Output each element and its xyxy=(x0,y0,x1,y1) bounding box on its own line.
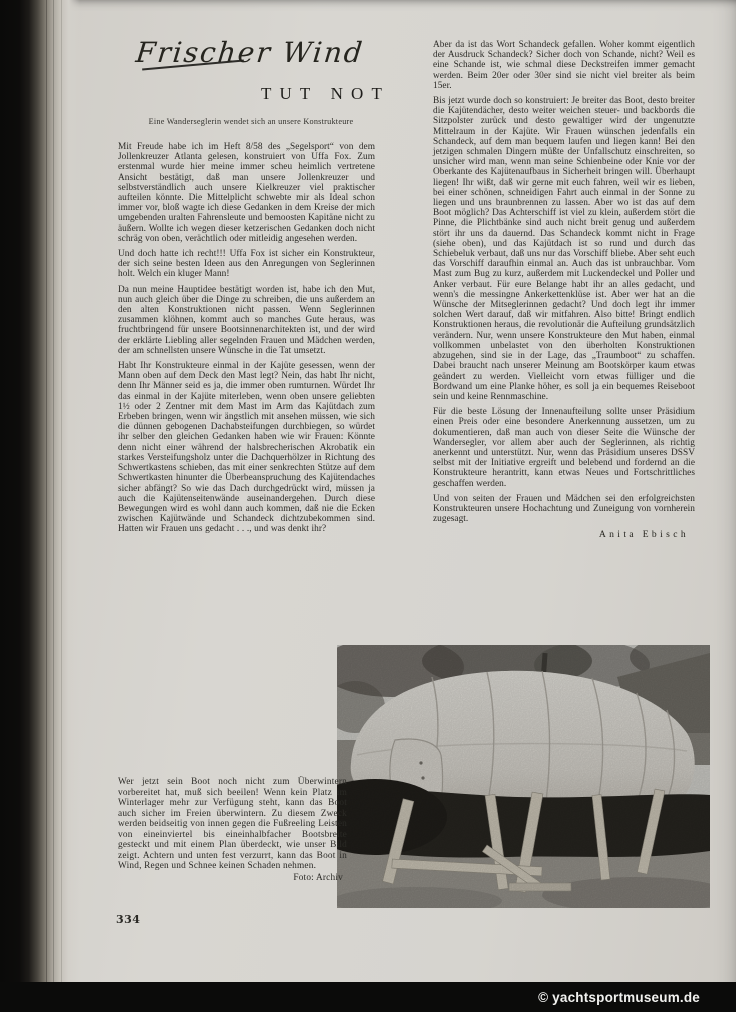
photo-caption xyxy=(118,777,347,883)
author-signature: Anita Ebisch xyxy=(598,529,689,541)
boat-photo xyxy=(337,645,710,908)
page-edge-line xyxy=(46,0,47,982)
left-column xyxy=(118,142,375,540)
page-edge-line xyxy=(61,0,62,982)
article-paragraph: Aber da ist das Wort Schandeck gefallen. Woher kommt eigentlich der Ausdruck Schandeck? Sicher doch von Schande, nicht? Weil es eine Schande ist, wie schmal diese Deckstreifen immer gemacht werden. Beim 20er oder 30er sind sie nicht viel breiter als beim 15er. xyxy=(433,40,695,91)
watermark-text: © yachtsportmuseum.de xyxy=(538,989,700,1005)
article-paragraph: Bis jetzt wurde doch so konstruiert: Je breiter das Boot, desto breiter die Kajütendächer, desto weiter weichen steuer- und backbords die Sitzpolster zurück und desto gewaltiger wird der ungenutzte Mittelraum in der Kajüte. Wir Frauen wünschen jedenfalls ein Schandeck, auf dem man bequem laufen und liegen kann! Bei den jetzigen schmalen Dingern müßte der Unfallschutz einschreiten, so unsicher wird man, wenn man seine Schienbeine oder Knie vor der Oberkante des Kajütenaufbaus in Sicherheit bringen will. Überhaupt liegen! Ihr wißt, daß wir gerne mit euch fahren, weil wir es lieben, bei einer schönen, schneidigen Fahrt auch einmal in der Sonne zu liegen und uns braunbrennen zu lassen. Aber wo ist das auf dem Boot möglich? Das Achterschiff ist viel zu klein, außerdem stört die Pinne, die Plichtbänke sind auch nicht breit genug und außerdem stört ihr uns da dauernd. Das Schandeck kommt nicht in Frage (siehe oben), und das Kajütdach ist so rund und durch das Schiebeluk verbaut, daß uns nur das Vorschiff bliebe. Aber seht euch das Vorschiff daraufhin einmal an. Auch das ist unbrauchbar. Vom Mast zum Bug zu kurz, außerdem mit Luckendeckel und Poller und Anker verbaut. Für eure Belange habt ihr an alles gedacht, und wenn's die messingne Ankerkettenklüse ist. Aber wer hat an die Wünsche der Mitseglerinnen gedacht? Und doch legt ihr immer solchen Wert darauf, daß wir mitfahren. Also bitte! Bringt endlich Konstruktionen heraus, die revolutionär die Aufteilung grundsätzlich verändern. Nur, wenn unsere Konstrukteure den Mut haben, einmal vollkommen unbelastet von den überholten Konstruktionen abzugehen, sind sie in der Lage, das „Traumboot“ zu schaffen. Dabei braucht nach unserer Meinung am Bootskörper kaum etwas geändert zu werden. Vielleicht vorn etwas fülliger und die Bordwand um eine Planke höher, es soll ja ein bequemes Reiseboot sein und keine Rennmaschine. xyxy=(433,96,695,402)
page-number: 334 xyxy=(116,913,141,926)
boat-photo-graphic xyxy=(337,645,710,908)
scan-bottom-bar xyxy=(0,982,736,1012)
article-subtitle: Eine Wanderseglerin wendet sich an unsere Konstrukteure xyxy=(148,117,354,126)
article-paragraph: Und doch hatte ich recht!!! Uffa Fox ist sicher ein Konstrukteur, der sich seine besten Ideen aus den Anregungen von Seglerinnen holt. Welch ein kluger Mann! xyxy=(118,249,375,280)
article-title-script: Frischer Wind xyxy=(134,36,366,69)
article-paragraph: Und von seiten der Frauen und Mädchen sei den erfolgreichsten Konstrukteuren unsere Hochachtung und Zuneigung von vornherein zugesagt. xyxy=(433,493,695,525)
article-title-caps: TUT NOT xyxy=(260,84,390,103)
photo-caption-text: Wer jetzt sein Boot noch nicht zum Überwintern vorbereitet hat, muß sich beeilen! Wenn kein Platz im Winterlager mehr zur Verfügung steht, kann das Boot auch sicher im Freien überwintern. Zu diesem Zweck werden beidseitig von innen gegen die Fußreeling Leisten von eineinviertel bis eineinhalbfacher Bootsbreite gesteckt und mit einem Plan überdeckt, wie unser Bild zeigt. Achtern und unten fest verzurrt, kann das Boot in Wind, Regen und Schnee keinen Schaden nehmen. xyxy=(118,777,347,871)
article-header xyxy=(116,36,390,136)
book-gutter-shadow xyxy=(0,0,80,1012)
page-edge-line xyxy=(53,0,54,982)
article-paragraph: Mit Freude habe ich im Heft 8/58 des „Segelsport“ von dem Jollenkreuzer Atlanta gelesen, konstruiert von Uffa Fox. Zum erstenmal wurde hier meine immer scheu heimlich vertretene Ansicht bestätigt, daß man unsere Jollenkreuzer und selbstverständlich auch unsere Kielkreuzer viel praktischer aufteilen könnte. Die Mittelplicht schwebte mir als Ideal schon immer vor, bloß wagte ich diese Gedanken in dem Kreise der mich umgebenden uralten Fahrensleute und bemoosten Kapitäne nicht zu äußern. Wollte ich wegen dieser ketzerischen Gedanken doch nicht schräg von oben, verächtlich oder mitleidig angesehen werden. xyxy=(118,142,375,244)
right-column xyxy=(433,40,695,540)
article-paragraph: Da nun meine Hauptidee bestätigt worden ist, habe ich den Mut, nun auch gleich über die Dinge zu schreiben, die uns außerdem an den alten Konstruktionen nicht passen. Wenn Seglerinnen zusammen klöhnen, kommt auch so manches Gute heraus, was fruchtbringend für unsere Bootsinnenarchitekten ist, und der wird der erklärte Liebling aller segelnden Frauen und Mädchen werden, der am schnellsten unsere Wünsche in die Tat umsetzt. xyxy=(118,284,375,356)
article-paragraph: Habt Ihr Konstrukteure einmal in der Kajüte gesessen, wenn der Mann oben auf dem Deck den Mast legt? Nein, das habt Ihr nicht, denn Ihr Männer seid es ja, die immer oben rumturnen. Würdet Ihr das einmal in der Kajüte miterleben, wenn oben unsere geliebten 1½ oder 2 Zentner mit dem Mast im Arm das Kajütdach zum Erbeben bringen, wenn wir ängstlich mit ansehen müssen, wie sich die dünnen gebogenen Dachabsteifungen durchbiegen, so würdet ihr selber den gleichen Gedanken haben wie wir Frauen: Könnte denn nicht einer während der halsbrecherischen Akrobatik ein starkes Versteifungsholz unter die Dachquerhölzer in Richtung des Schwertkastens schieben, das mit einer senkrechten Stütze auf dem Schwertkasten hinunter die Überbeanspruchung des Kajütendaches sicher abfängt? So wie das Dach durchgedrückt wird, müssen ja auch die Kajütenseitenwände auseinandergehen. Durch diese Bewegungen wird es wohl dann auch kommen, daß nie die Ecken zwischen Kajütwände und Schandeck dichtzubekommen sind. Hatten wir Frauen uns gedacht . . ., und was denkt ihr? xyxy=(118,361,375,535)
photo-credit: Foto: Archiv xyxy=(293,872,343,883)
article-paragraph: Für die beste Lösung der Innenaufteilung sollte unser Präsidium einen Preis oder eine besondere Anerkennung aussetzen, um zu dokumentieren, daß man auch von dieser Seite die Wünsche der Wandersegler, vor allem aber auch der Seglerinnen, als richtig anerkennt und unterstützt. Nur, wenn das Präsidium unseres DSSV selbst mit der Initiative ergreift und belebend und fordernd an die Konstrukteure herantritt, kann etwas Neues und Fortschrittliches geschaffen werden. xyxy=(433,407,695,489)
